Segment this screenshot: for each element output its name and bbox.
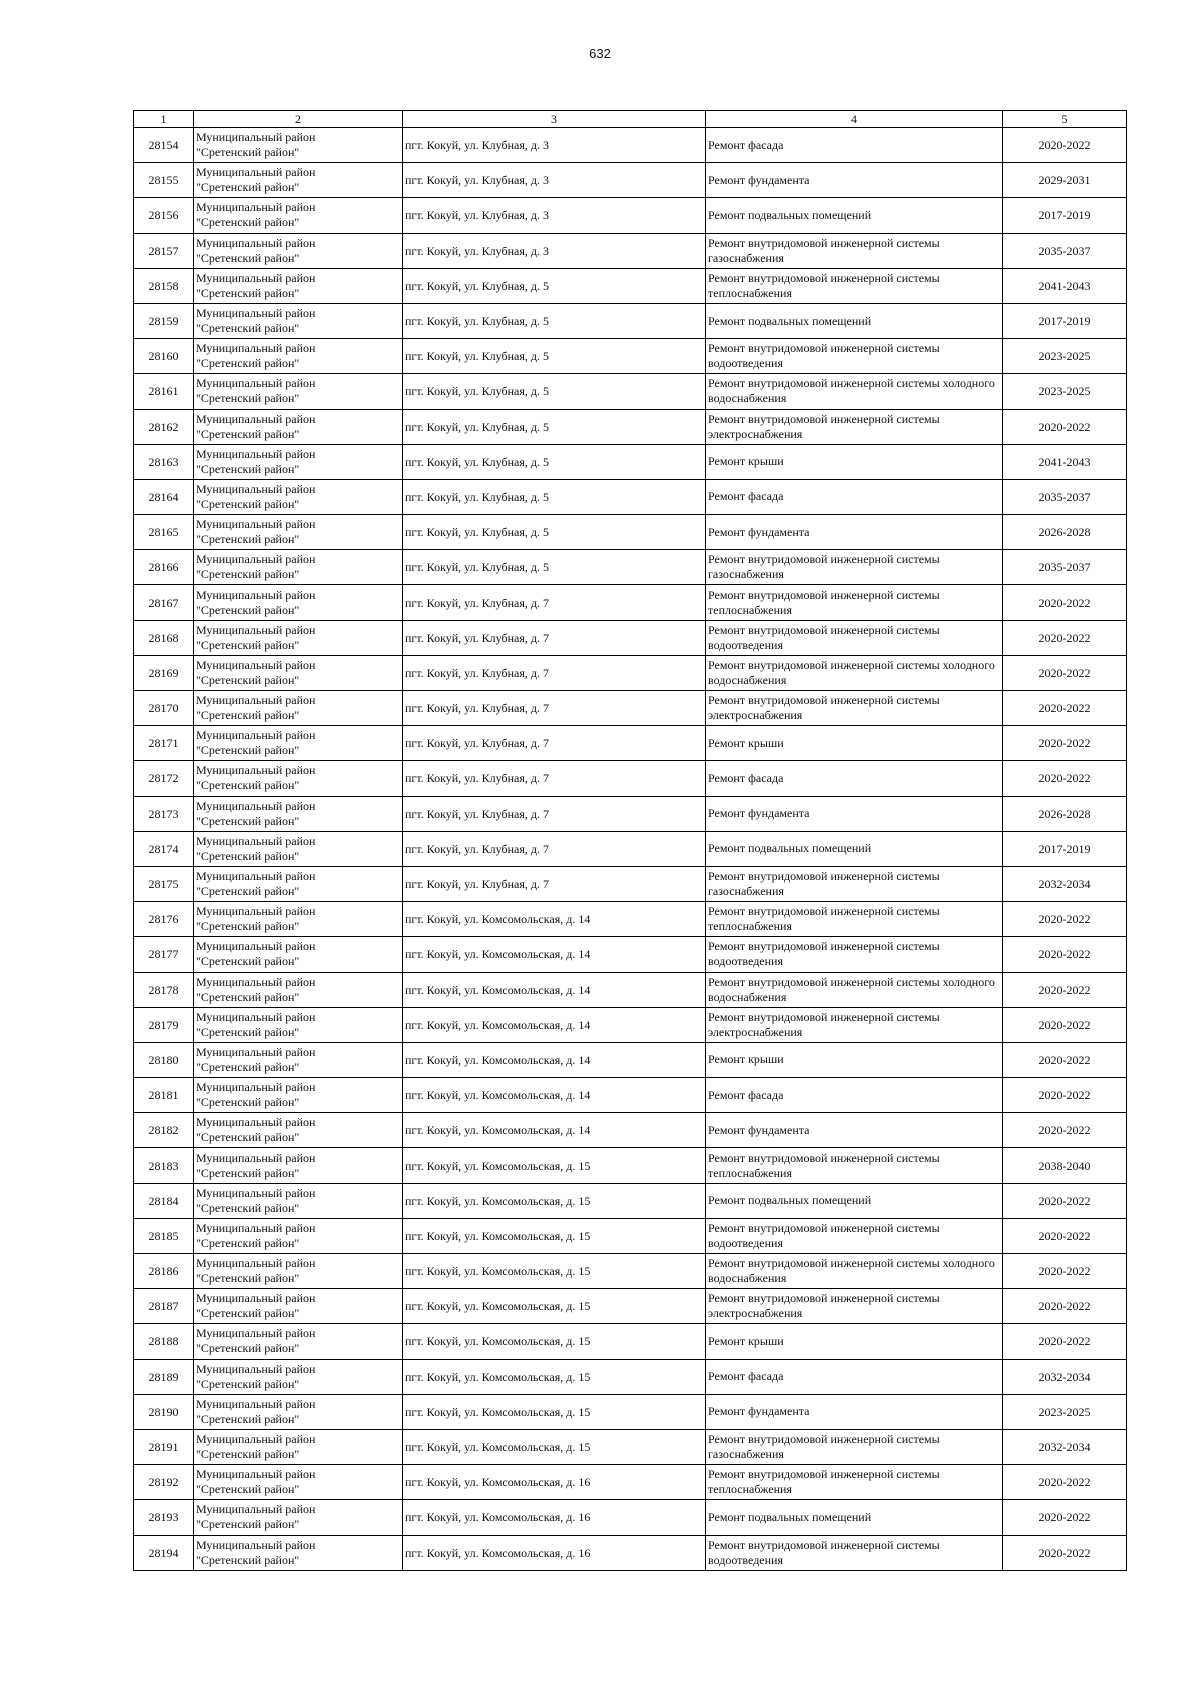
district-cell: Муниципальный район "Сретенский район" [194, 374, 403, 409]
work-type-cell: Ремонт подвальных помещений [706, 303, 1003, 338]
work-type-cell: Ремонт внутридомовой инженерной системы теплоснабжения [706, 1148, 1003, 1183]
address-cell: пгт. Кокуй, ул. Клубная, д. 5 [403, 515, 706, 550]
table-row [134, 1289, 1127, 1324]
district-cell: Муниципальный район "Сретенский район" [194, 1500, 403, 1535]
table-row [134, 409, 1127, 444]
address-cell: пгт. Кокуй, ул. Клубная, д. 5 [403, 409, 706, 444]
repair-schedule-table [133, 110, 1127, 1571]
district-cell: Муниципальный район "Сретенский район" [194, 1113, 403, 1148]
district-cell: Муниципальный район "Сретенский район" [194, 163, 403, 198]
row-number-cell: 28179 [134, 1007, 194, 1042]
address-cell: пгт. Кокуй, ул. Комсомольская, д. 15 [403, 1148, 706, 1183]
period-cell: 2032-2034 [1003, 1429, 1127, 1464]
district-cell: Муниципальный район "Сретенский район" [194, 1254, 403, 1289]
work-type-cell: Ремонт подвальных помещений [706, 198, 1003, 233]
table-row [134, 1183, 1127, 1218]
table-row [134, 1007, 1127, 1042]
column-header-2: 2 [194, 111, 403, 128]
period-cell: 2020-2022 [1003, 1007, 1127, 1042]
table-row [134, 1218, 1127, 1253]
row-number-cell: 28164 [134, 479, 194, 514]
row-number-cell: 28173 [134, 796, 194, 831]
period-cell: 2020-2022 [1003, 902, 1127, 937]
work-type-cell: Ремонт внутридомовой инженерной системы газоснабжения [706, 1429, 1003, 1464]
address-cell: пгт. Кокуй, ул. Комсомольская, д. 14 [403, 1007, 706, 1042]
column-header-1: 1 [134, 111, 194, 128]
table-row [134, 1078, 1127, 1113]
work-type-cell: Ремонт внутридомовой инженерной системы холодного водоснабжения [706, 1254, 1003, 1289]
address-cell: пгт. Кокуй, ул. Комсомольская, д. 14 [403, 1042, 706, 1077]
work-type-cell: Ремонт крыши [706, 1042, 1003, 1077]
row-number-cell: 28194 [134, 1535, 194, 1570]
table-row [134, 163, 1127, 198]
work-type-cell: Ремонт фасада [706, 128, 1003, 163]
work-type-cell: Ремонт внутридомовой инженерной системы теплоснабжения [706, 1465, 1003, 1500]
row-number-cell: 28185 [134, 1218, 194, 1253]
work-type-cell: Ремонт фасада [706, 761, 1003, 796]
district-cell: Муниципальный район "Сретенский район" [194, 1324, 403, 1359]
table-row [134, 691, 1127, 726]
row-number-cell: 28181 [134, 1078, 194, 1113]
address-cell: пгт. Кокуй, ул. Комсомольская, д. 15 [403, 1218, 706, 1253]
period-cell: 2032-2034 [1003, 866, 1127, 901]
district-cell: Муниципальный район "Сретенский район" [194, 620, 403, 655]
period-cell: 2035-2037 [1003, 479, 1127, 514]
district-cell: Муниципальный район "Сретенский район" [194, 761, 403, 796]
table-row [134, 1500, 1127, 1535]
row-number-cell: 28160 [134, 339, 194, 374]
address-cell: пгт. Кокуй, ул. Клубная, д. 7 [403, 655, 706, 690]
work-type-cell: Ремонт внутридомовой инженерной системы газоснабжения [706, 233, 1003, 268]
district-cell: Муниципальный район "Сретенский район" [194, 1078, 403, 1113]
period-cell: 2038-2040 [1003, 1148, 1127, 1183]
district-cell: Муниципальный район "Сретенский район" [194, 1148, 403, 1183]
row-number-cell: 28162 [134, 409, 194, 444]
work-type-cell: Ремонт внутридомовой инженерной системы холодного водоснабжения [706, 655, 1003, 690]
period-cell: 2020-2022 [1003, 937, 1127, 972]
address-cell: пгт. Кокуй, ул. Клубная, д. 3 [403, 163, 706, 198]
work-type-cell: Ремонт подвальных помещений [706, 1500, 1003, 1535]
district-cell: Муниципальный район "Сретенский район" [194, 796, 403, 831]
period-cell: 2020-2022 [1003, 128, 1127, 163]
address-cell: пгт. Кокуй, ул. Клубная, д. 3 [403, 128, 706, 163]
table-row [134, 1254, 1127, 1289]
work-type-cell: Ремонт фасада [706, 1359, 1003, 1394]
work-type-cell: Ремонт крыши [706, 1324, 1003, 1359]
table-row [134, 444, 1127, 479]
work-type-cell: Ремонт внутридомовой инженерной системы электроснабжения [706, 409, 1003, 444]
period-cell: 2020-2022 [1003, 1078, 1127, 1113]
address-cell: пгт. Кокуй, ул. Клубная, д. 5 [403, 479, 706, 514]
address-cell: пгт. Кокуй, ул. Комсомольская, д. 16 [403, 1465, 706, 1500]
address-cell: пгт. Кокуй, ул. Клубная, д. 7 [403, 585, 706, 620]
work-type-cell: Ремонт внутридомовой инженерной системы газоснабжения [706, 550, 1003, 585]
district-cell: Муниципальный район "Сретенский район" [194, 128, 403, 163]
work-type-cell: Ремонт подвальных помещений [706, 831, 1003, 866]
work-type-cell: Ремонт внутридомовой инженерной системы теплоснабжения [706, 268, 1003, 303]
period-cell: 2017-2019 [1003, 198, 1127, 233]
work-type-cell: Ремонт фундамента [706, 515, 1003, 550]
district-cell: Муниципальный район "Сретенский район" [194, 831, 403, 866]
column-header-4: 4 [706, 111, 1003, 128]
address-cell: пгт. Кокуй, ул. Клубная, д. 7 [403, 691, 706, 726]
address-cell: пгт. Кокуй, ул. Клубная, д. 5 [403, 339, 706, 374]
period-cell: 2020-2022 [1003, 1183, 1127, 1218]
row-number-cell: 28174 [134, 831, 194, 866]
address-cell: пгт. Кокуй, ул. Комсомольская, д. 15 [403, 1429, 706, 1464]
period-cell: 2023-2025 [1003, 1394, 1127, 1429]
work-type-cell: Ремонт фасада [706, 1078, 1003, 1113]
table-row [134, 866, 1127, 901]
table-row [134, 515, 1127, 550]
table-row [134, 902, 1127, 937]
district-cell: Муниципальный район "Сретенский район" [194, 1535, 403, 1570]
work-type-cell: Ремонт фундамента [706, 163, 1003, 198]
work-type-cell: Ремонт внутридомовой инженерной системы газоснабжения [706, 866, 1003, 901]
address-cell: пгт. Кокуй, ул. Клубная, д. 7 [403, 726, 706, 761]
address-cell: пгт. Кокуй, ул. Комсомольская, д. 14 [403, 902, 706, 937]
work-type-cell: Ремонт внутридомовой инженерной системы водоотведения [706, 1218, 1003, 1253]
row-number-cell: 28172 [134, 761, 194, 796]
address-cell: пгт. Кокуй, ул. Клубная, д. 7 [403, 866, 706, 901]
header-row [134, 111, 1127, 128]
period-cell: 2023-2025 [1003, 374, 1127, 409]
district-cell: Муниципальный район "Сретенский район" [194, 1007, 403, 1042]
row-number-cell: 28189 [134, 1359, 194, 1394]
table-row [134, 303, 1127, 338]
address-cell: пгт. Кокуй, ул. Клубная, д. 3 [403, 233, 706, 268]
period-cell: 2020-2022 [1003, 1254, 1127, 1289]
district-cell: Муниципальный район "Сретенский район" [194, 1394, 403, 1429]
address-cell: пгт. Кокуй, ул. Комсомольская, д. 15 [403, 1394, 706, 1429]
table-body [134, 128, 1127, 1571]
work-type-cell: Ремонт внутридомовой инженерной системы теплоснабжения [706, 585, 1003, 620]
work-type-cell: Ремонт фундамента [706, 1113, 1003, 1148]
district-cell: Муниципальный район "Сретенский район" [194, 303, 403, 338]
work-type-cell: Ремонт внутридомовой инженерной системы холодного водоснабжения [706, 374, 1003, 409]
address-cell: пгт. Кокуй, ул. Комсомольская, д. 14 [403, 1078, 706, 1113]
period-cell: 2020-2022 [1003, 761, 1127, 796]
district-cell: Муниципальный район "Сретенский район" [194, 1429, 403, 1464]
district-cell: Муниципальный район "Сретенский район" [194, 585, 403, 620]
work-type-cell: Ремонт внутридомовой инженерной системы водоотведения [706, 937, 1003, 972]
column-header-5: 5 [1003, 111, 1127, 128]
work-type-cell: Ремонт внутридомовой инженерной системы электроснабжения [706, 1007, 1003, 1042]
district-cell: Муниципальный район "Сретенский район" [194, 198, 403, 233]
period-cell: 2020-2022 [1003, 655, 1127, 690]
district-cell: Муниципальный район "Сретенский район" [194, 1042, 403, 1077]
district-cell: Муниципальный район "Сретенский район" [194, 409, 403, 444]
row-number-cell: 28193 [134, 1500, 194, 1535]
row-number-cell: 28177 [134, 937, 194, 972]
row-number-cell: 28155 [134, 163, 194, 198]
row-number-cell: 28186 [134, 1254, 194, 1289]
table-row [134, 1465, 1127, 1500]
table-row [134, 726, 1127, 761]
address-cell: пгт. Кокуй, ул. Комсомольская, д. 15 [403, 1359, 706, 1394]
period-cell: 2020-2022 [1003, 409, 1127, 444]
row-number-cell: 28188 [134, 1324, 194, 1359]
period-cell: 2029-2031 [1003, 163, 1127, 198]
address-cell: пгт. Кокуй, ул. Комсомольская, д. 15 [403, 1289, 706, 1324]
address-cell: пгт. Кокуй, ул. Комсомольская, д. 15 [403, 1183, 706, 1218]
period-cell: 2020-2022 [1003, 1218, 1127, 1253]
address-cell: пгт. Кокуй, ул. Клубная, д. 3 [403, 198, 706, 233]
work-type-cell: Ремонт фасада [706, 479, 1003, 514]
table-row [134, 1042, 1127, 1077]
work-type-cell: Ремонт внутридомовой инженерной системы электроснабжения [706, 691, 1003, 726]
period-cell: 2020-2022 [1003, 1042, 1127, 1077]
row-number-cell: 28167 [134, 585, 194, 620]
table-row [134, 233, 1127, 268]
address-cell: пгт. Кокуй, ул. Клубная, д. 5 [403, 268, 706, 303]
work-type-cell: Ремонт фундамента [706, 1394, 1003, 1429]
address-cell: пгт. Кокуй, ул. Комсомольская, д. 15 [403, 1254, 706, 1289]
address-cell: пгт. Кокуй, ул. Клубная, д. 7 [403, 831, 706, 866]
period-cell: 2041-2043 [1003, 444, 1127, 479]
district-cell: Муниципальный район "Сретенский район" [194, 972, 403, 1007]
period-cell: 2020-2022 [1003, 972, 1127, 1007]
row-number-cell: 28175 [134, 866, 194, 901]
work-type-cell: Ремонт внутридомовой инженерной системы электроснабжения [706, 1289, 1003, 1324]
period-cell: 2020-2022 [1003, 1465, 1127, 1500]
table-row [134, 972, 1127, 1007]
row-number-cell: 28166 [134, 550, 194, 585]
work-type-cell: Ремонт фундамента [706, 796, 1003, 831]
district-cell: Муниципальный район "Сретенский район" [194, 1183, 403, 1218]
period-cell: 2020-2022 [1003, 620, 1127, 655]
district-cell: Муниципальный район "Сретенский район" [194, 233, 403, 268]
period-cell: 2035-2037 [1003, 233, 1127, 268]
period-cell: 2026-2028 [1003, 796, 1127, 831]
district-cell: Муниципальный район "Сретенский район" [194, 1218, 403, 1253]
district-cell: Муниципальный район "Сретенский район" [194, 1465, 403, 1500]
period-cell: 2017-2019 [1003, 831, 1127, 866]
table-row [134, 831, 1127, 866]
address-cell: пгт. Кокуй, ул. Клубная, д. 7 [403, 620, 706, 655]
work-type-cell: Ремонт крыши [706, 444, 1003, 479]
work-type-cell: Ремонт внутридомовой инженерной системы холодного водоснабжения [706, 972, 1003, 1007]
district-cell: Муниципальный район "Сретенский район" [194, 339, 403, 374]
table-row [134, 479, 1127, 514]
table-row [134, 198, 1127, 233]
table-row [134, 937, 1127, 972]
table-row [134, 1535, 1127, 1570]
district-cell: Муниципальный район "Сретенский район" [194, 1359, 403, 1394]
table-row [134, 1359, 1127, 1394]
table-row [134, 620, 1127, 655]
table-row [134, 550, 1127, 585]
period-cell: 2020-2022 [1003, 585, 1127, 620]
row-number-cell: 28176 [134, 902, 194, 937]
address-cell: пгт. Кокуй, ул. Клубная, д. 7 [403, 796, 706, 831]
address-cell: пгт. Кокуй, ул. Клубная, д. 7 [403, 761, 706, 796]
period-cell: 2023-2025 [1003, 339, 1127, 374]
address-cell: пгт. Кокуй, ул. Комсомольская, д. 16 [403, 1535, 706, 1570]
work-type-cell: Ремонт крыши [706, 726, 1003, 761]
district-cell: Муниципальный район "Сретенский район" [194, 726, 403, 761]
address-cell: пгт. Кокуй, ул. Клубная, д. 5 [403, 303, 706, 338]
row-number-cell: 28159 [134, 303, 194, 338]
address-cell: пгт. Кокуй, ул. Комсомольская, д. 14 [403, 972, 706, 1007]
row-number-cell: 28191 [134, 1429, 194, 1464]
table-row [134, 268, 1127, 303]
table-header [134, 111, 1127, 128]
row-number-cell: 28165 [134, 515, 194, 550]
period-cell: 2041-2043 [1003, 268, 1127, 303]
address-cell: пгт. Кокуй, ул. Комсомольская, д. 15 [403, 1324, 706, 1359]
district-cell: Муниципальный район "Сретенский район" [194, 937, 403, 972]
row-number-cell: 28169 [134, 655, 194, 690]
table-row [134, 339, 1127, 374]
table-row [134, 1148, 1127, 1183]
district-cell: Муниципальный район "Сретенский район" [194, 655, 403, 690]
period-cell: 2020-2022 [1003, 1289, 1127, 1324]
row-number-cell: 28190 [134, 1394, 194, 1429]
table-row [134, 1394, 1127, 1429]
work-type-cell: Ремонт внутридомовой инженерной системы водоотведения [706, 339, 1003, 374]
period-cell: 2017-2019 [1003, 303, 1127, 338]
period-cell: 2035-2037 [1003, 550, 1127, 585]
table-row [134, 1113, 1127, 1148]
row-number-cell: 28158 [134, 268, 194, 303]
table-row [134, 1429, 1127, 1464]
period-cell: 2020-2022 [1003, 1535, 1127, 1570]
period-cell: 2020-2022 [1003, 1113, 1127, 1148]
period-cell: 2026-2028 [1003, 515, 1127, 550]
table-row [134, 655, 1127, 690]
page-number: 632 [589, 46, 611, 61]
period-cell: 2032-2034 [1003, 1359, 1127, 1394]
district-cell: Муниципальный район "Сретенский район" [194, 515, 403, 550]
address-cell: пгт. Кокуй, ул. Клубная, д. 5 [403, 374, 706, 409]
row-number-cell: 28170 [134, 691, 194, 726]
row-number-cell: 28156 [134, 198, 194, 233]
address-cell: пгт. Кокуй, ул. Комсомольская, д. 14 [403, 937, 706, 972]
row-number-cell: 28154 [134, 128, 194, 163]
row-number-cell: 28157 [134, 233, 194, 268]
work-type-cell: Ремонт подвальных помещений [706, 1183, 1003, 1218]
district-cell: Муниципальный район "Сретенский район" [194, 866, 403, 901]
district-cell: Муниципальный район "Сретенский район" [194, 1289, 403, 1324]
table-row [134, 374, 1127, 409]
district-cell: Муниципальный район "Сретенский район" [194, 902, 403, 937]
row-number-cell: 28178 [134, 972, 194, 1007]
work-type-cell: Ремонт внутридомовой инженерной системы водоотведения [706, 620, 1003, 655]
row-number-cell: 28171 [134, 726, 194, 761]
district-cell: Муниципальный район "Сретенский район" [194, 268, 403, 303]
district-cell: Муниципальный район "Сретенский район" [194, 691, 403, 726]
row-number-cell: 28161 [134, 374, 194, 409]
district-cell: Муниципальный район "Сретенский район" [194, 479, 403, 514]
address-cell: пгт. Кокуй, ул. Комсомольская, д. 14 [403, 1113, 706, 1148]
row-number-cell: 28183 [134, 1148, 194, 1183]
period-cell: 2020-2022 [1003, 726, 1127, 761]
row-number-cell: 28192 [134, 1465, 194, 1500]
period-cell: 2020-2022 [1003, 1324, 1127, 1359]
address-cell: пгт. Кокуй, ул. Клубная, д. 5 [403, 550, 706, 585]
period-cell: 2020-2022 [1003, 1500, 1127, 1535]
table-row [134, 761, 1127, 796]
district-cell: Муниципальный район "Сретенский район" [194, 444, 403, 479]
table-row [134, 796, 1127, 831]
table-row [134, 585, 1127, 620]
table-row [134, 128, 1127, 163]
work-type-cell: Ремонт внутридомовой инженерной системы теплоснабжения [706, 902, 1003, 937]
column-header-3: 3 [403, 111, 706, 128]
period-cell: 2020-2022 [1003, 691, 1127, 726]
row-number-cell: 28180 [134, 1042, 194, 1077]
table-row [134, 1324, 1127, 1359]
address-cell: пгт. Кокуй, ул. Клубная, д. 5 [403, 444, 706, 479]
address-cell: пгт. Кокуй, ул. Комсомольская, д. 16 [403, 1500, 706, 1535]
row-number-cell: 28163 [134, 444, 194, 479]
work-type-cell: Ремонт внутридомовой инженерной системы водоотведения [706, 1535, 1003, 1570]
row-number-cell: 28184 [134, 1183, 194, 1218]
district-cell: Муниципальный район "Сретенский район" [194, 550, 403, 585]
row-number-cell: 28182 [134, 1113, 194, 1148]
row-number-cell: 28168 [134, 620, 194, 655]
row-number-cell: 28187 [134, 1289, 194, 1324]
